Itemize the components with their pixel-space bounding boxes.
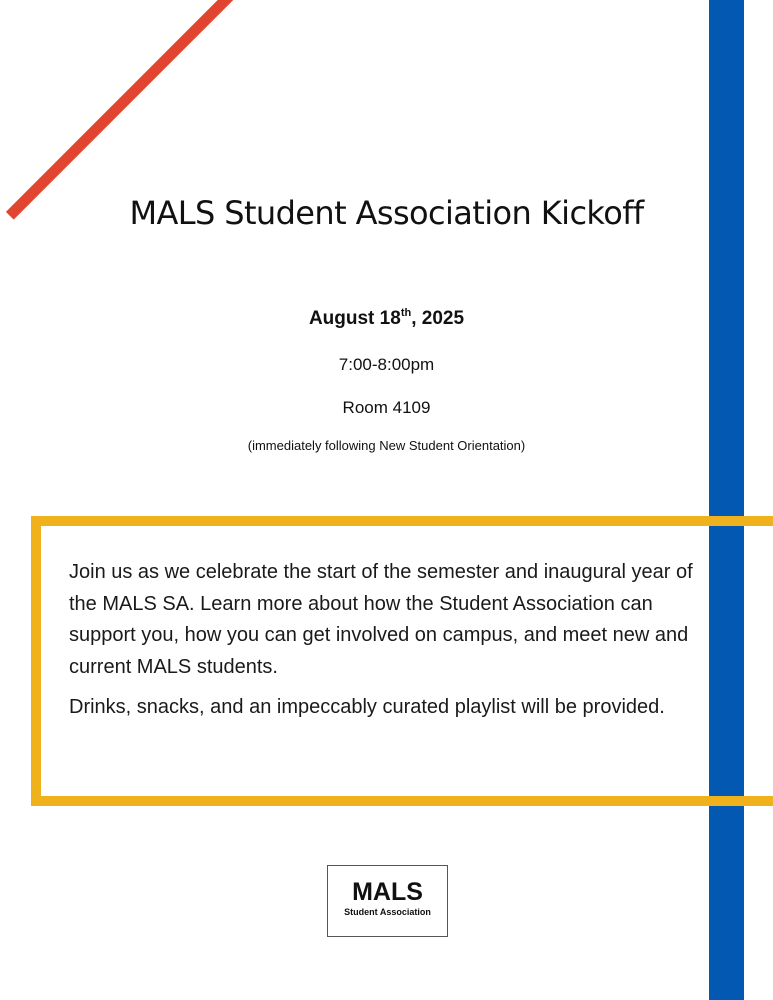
mals-logo xyxy=(327,865,448,937)
description-paragraph-1: Join us as we celebrate the start of the semester and inaugural year of the MALS SA. Learn more about how the Student Association can support you, how you can get involved on campus, and meet new and current MALS students. xyxy=(69,561,693,678)
event-date-suffix: th xyxy=(400,307,412,319)
event-date xyxy=(0,308,773,330)
event-time: 7:00-8:00pm xyxy=(338,355,435,374)
red-diagonal-stripe xyxy=(6,0,254,220)
event-note: (immediately following New Student Orientation) xyxy=(247,438,526,453)
event-date-main: August 18 xyxy=(308,308,401,329)
description-text xyxy=(69,557,694,733)
event-date-year: , 2025 xyxy=(411,308,465,329)
description-paragraph-2: Drinks, snacks, and an impeccably curated playlist will be provided. xyxy=(69,696,665,718)
logo-sub-text: Student Association xyxy=(344,907,431,917)
blue-vertical-bar xyxy=(709,0,744,1000)
event-title: MALS Student Association Kickoff xyxy=(129,194,644,232)
event-room: Room 4109 xyxy=(342,398,431,417)
logo-main-text: MALS xyxy=(352,878,423,906)
